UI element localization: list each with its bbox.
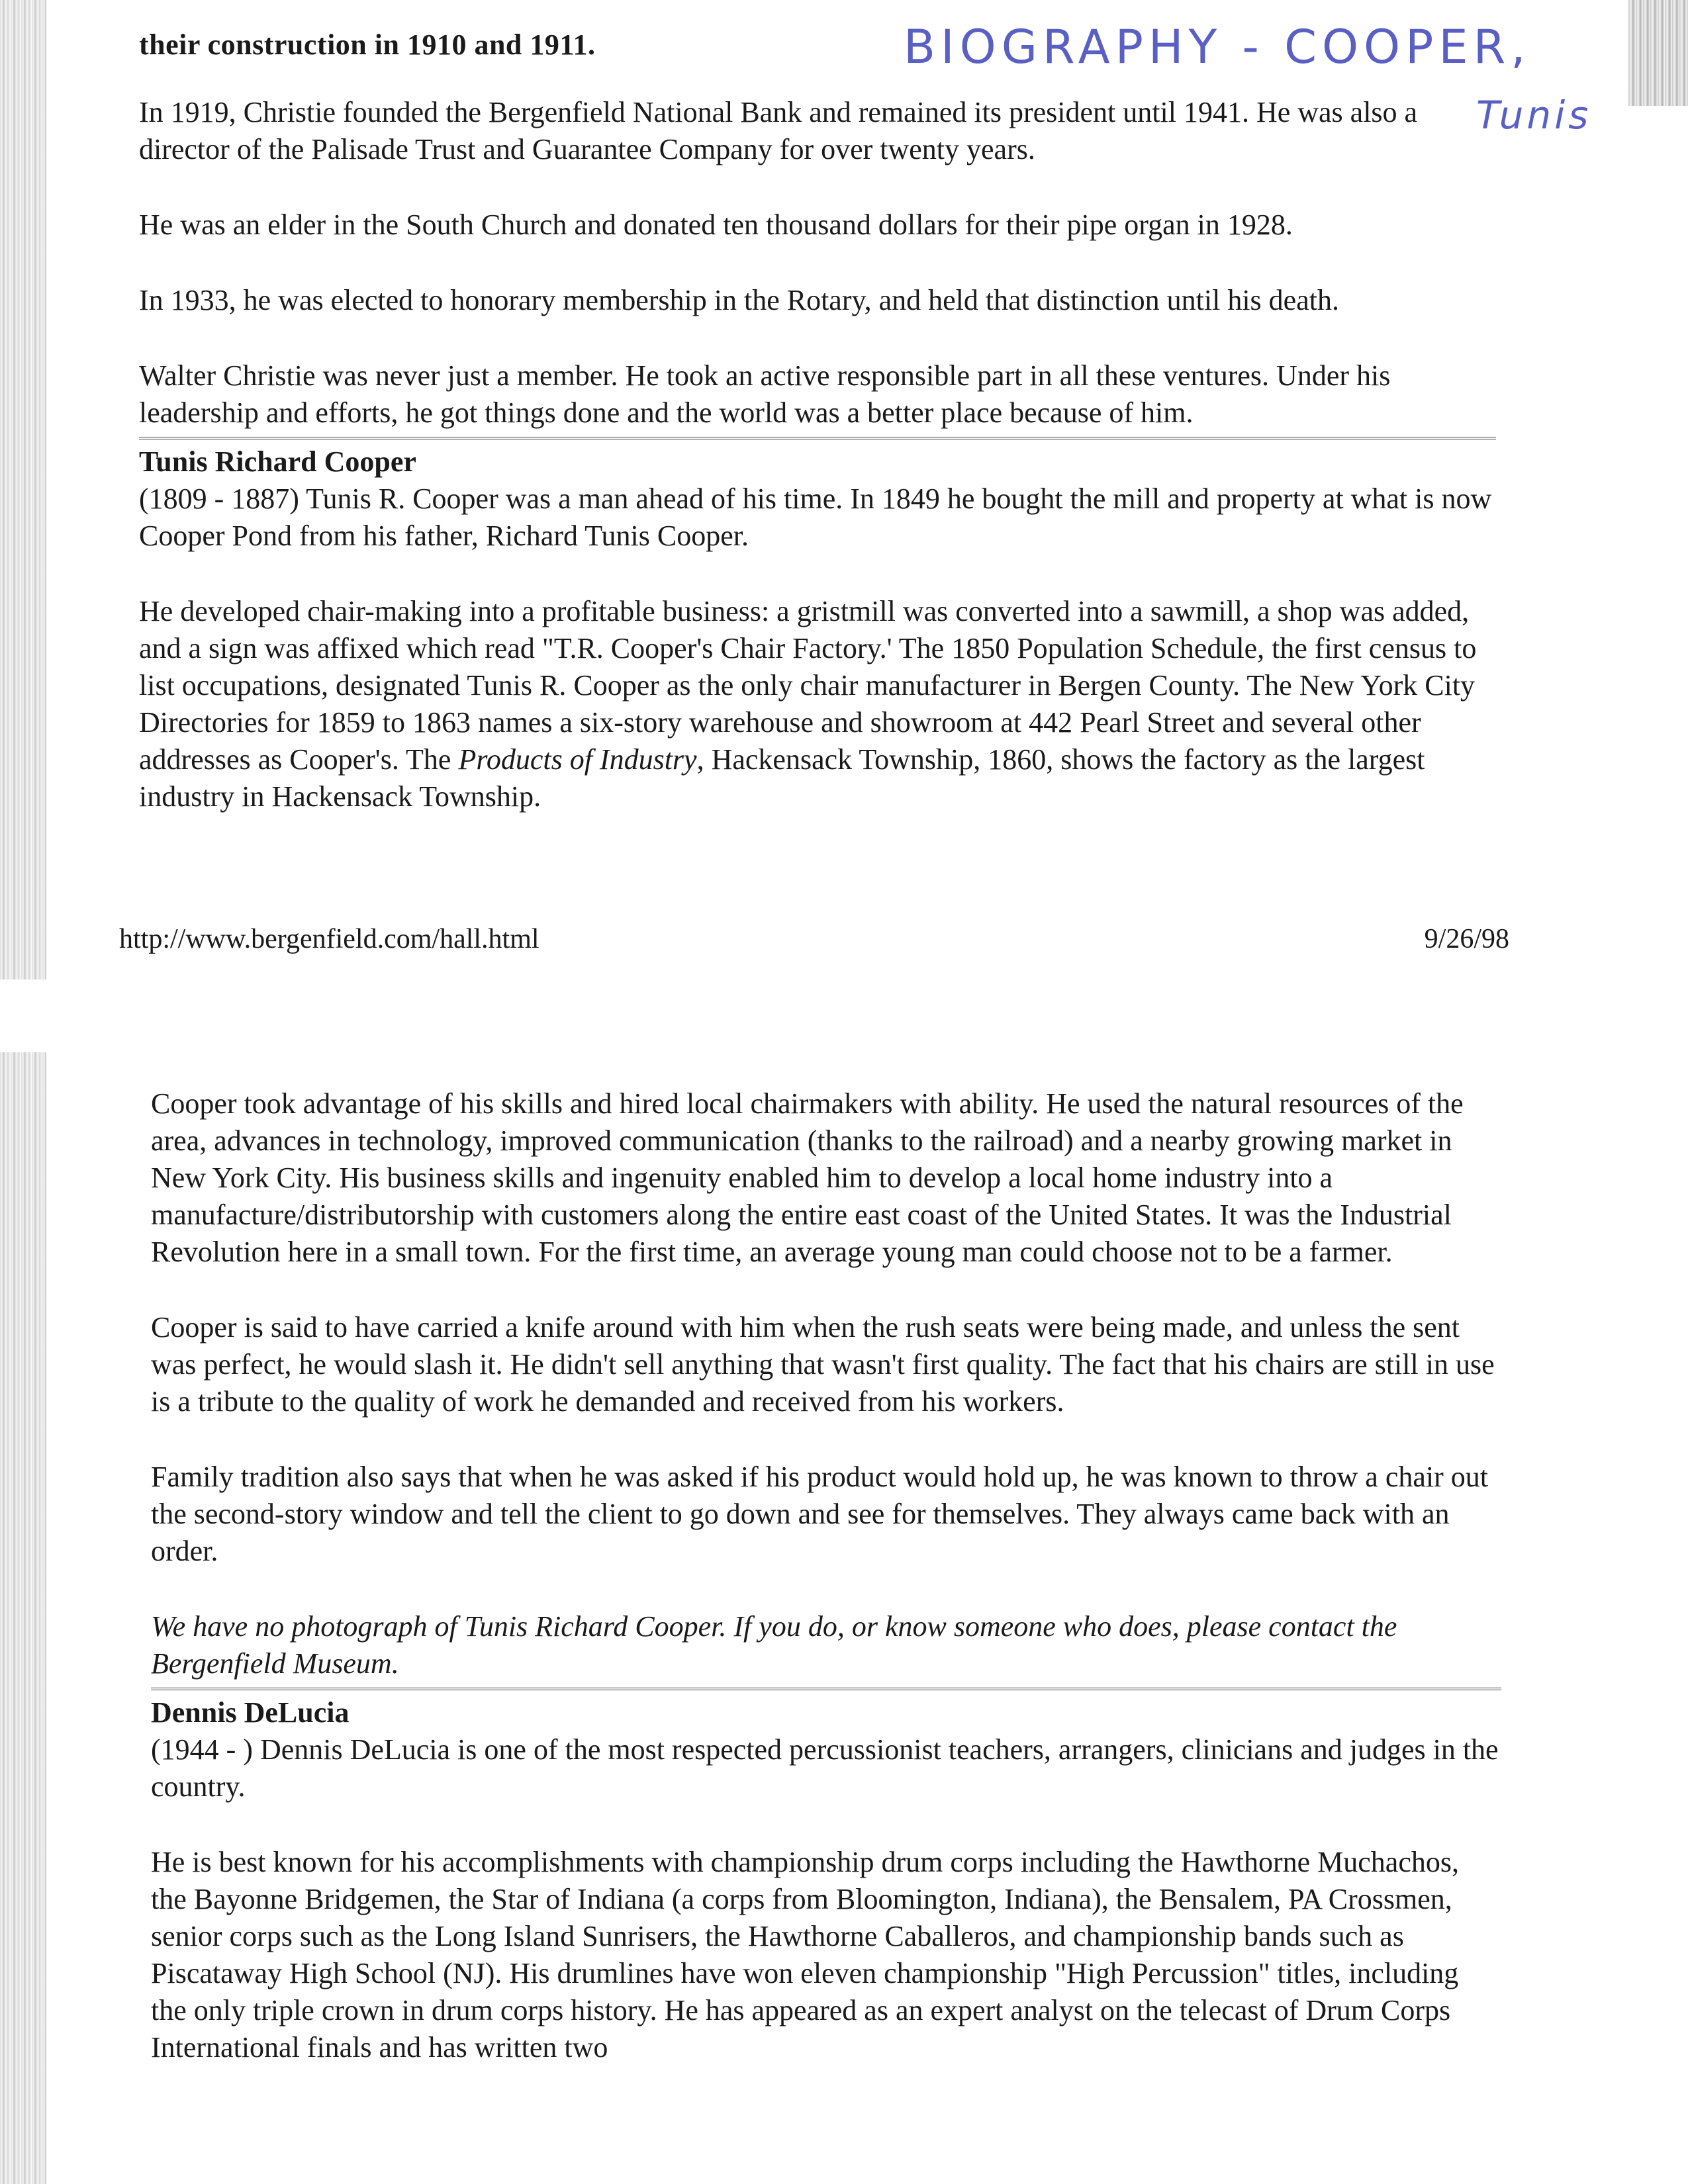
paragraph-text: He developed chair-making into a profitable business: a gristmill was converted into a sawmill, a shop was added, and a sign was affixed which read "T.R. Cooper's Chair Factory.' The 1850 Population Schedule, the first census to list occupations, designated Tunis R. Cooper as the only chair manufacturer in Bergen County. The New York City Directories for 1859 to 1863 names a six-story warehouse and showroom at 442 Pearl Street and several other addresses as Cooper's. The xyxy=(139,595,1477,776)
scan-edge-bottom xyxy=(0,1052,46,2184)
paragraph: He was an elder in the South Church and donated ten thousand dollars for their pipe organ in 1928. xyxy=(139,208,1293,241)
section-divider xyxy=(139,437,1496,439)
page-one-text xyxy=(139,26,1496,815)
paragraph: Family tradition also says that when he was asked if his product would hold up, he was known to throw a chair out the second-story window and tell the client to go down and see for themselves. They always came back with an order. xyxy=(151,1461,1488,1567)
bio-intro-delucia: (1944 - ) Dennis DeLucia is one of the most respected percussionist teachers, arrangers, clinicians and judges in the country. xyxy=(151,1733,1499,1803)
scan-edge-top xyxy=(0,0,46,979)
footer-url: http://www.bergenfield.com/hall.html xyxy=(119,924,539,954)
handwritten-heading: BIOGRAPHY - COOPER, xyxy=(904,20,1531,74)
continued-line: their construction in 1910 and 1911. xyxy=(139,28,596,61)
bio-name-delucia: Dennis DeLucia xyxy=(151,1696,350,1729)
paragraph: In 1933, he was elected to honorary membership in the Rotary, and held that distinction until his death. xyxy=(139,284,1339,316)
footer-date: 9/26/98 xyxy=(1424,924,1509,954)
paragraph: Cooper is said to have carried a knife around with him when the rush seats were being made, and unless the sent was perfect, he would slash it. He didn't sell anything that wasn't first quality. The fact that his chairs are still in use is a tribute to the quality of work he demanded and received from his workers. xyxy=(151,1311,1495,1418)
scan-edge-right xyxy=(1628,0,1688,106)
photo-request-note: We have no photograph of Tunis Richard Cooper. If you do, or know someone who does, please contact the Bergenfield Museum. xyxy=(151,1610,1397,1680)
paragraph: Cooper took advantage of his skills and hired local chairmakers with ability. He used the natural resources of the area, advances in technology, improved communication (thanks to the railroad) and a nearby growing market in New York City. His business skills and ingenuity enabled him to develop a local home industry into a manufacture/distributorship with customers along the entire east coast of the United States. It was the Industrial Revolution here in a small town. For the first time, an average young man could choose not to be a farmer. xyxy=(151,1087,1464,1268)
section-divider xyxy=(151,1688,1501,1690)
paragraph xyxy=(139,593,1496,815)
bio-intro-cooper: (1809 - 1887) Tunis R. Cooper was a man ahead of his time. In 1849 he bought the mill and property at what is now Cooper Pond from his father, Richard Tunis Cooper. xyxy=(139,482,1492,552)
paragraph: He is best known for his accomplishments with championship drum corps including the Hawthorne Muchachos, the Bayonne Bridgemen, the Star of Indiana (a corps from Bloomington, Indiana), the Bensalem, PA Crossmen, senior corps such as the Long Island Sunrisers, the Hawthorne Caballeros, and championship bands such as Piscataway High School (NJ). His drumlines have won eleven championship "High Percussion" titles, including the only triple crown in drum corps history. He has appeared as an expert analyst on the telecast of Drum Corps International finals and has written two xyxy=(151,1846,1459,2064)
bio-name-cooper: Tunis Richard Cooper xyxy=(139,445,416,478)
handwritten-subheading: Tunis xyxy=(1476,93,1592,138)
page-two-text xyxy=(151,1085,1501,2066)
paragraph-text: , Hackensack Township, 1860, shows the factory as the largest industry in Hackensack Township. xyxy=(139,743,1425,813)
paragraph: Walter Christie was never just a member. He took an active responsible part in all these ventures. Under his leadership and efforts, he got things done and the world was a better place because of him. xyxy=(139,359,1391,429)
paragraph: In 1919, Christie founded the Bergenfield National Bank and remained its president until 1941. He was also a director of the Palisade Trust and Guarantee Company for over twenty years. xyxy=(139,96,1418,165)
publication-title: Products of Industry xyxy=(458,743,697,776)
